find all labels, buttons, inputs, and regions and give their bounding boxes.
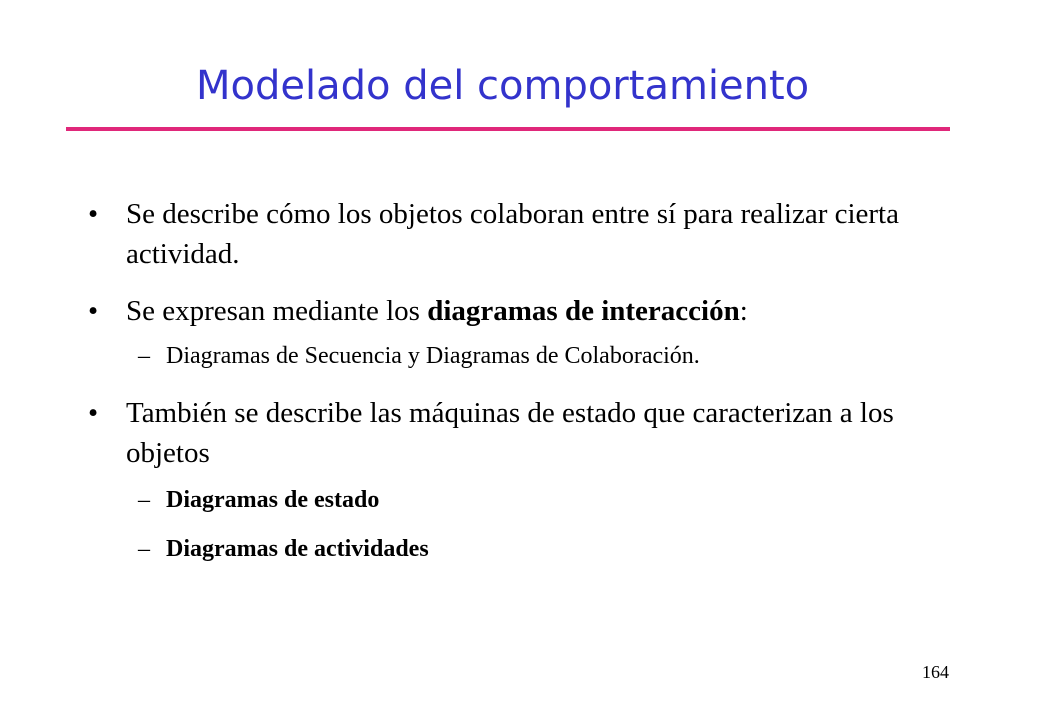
title-underline [66, 127, 950, 131]
bullet-2-text [126, 291, 926, 331]
bullet-2-suffix: : [739, 295, 748, 327]
sub-item-marker: – [138, 536, 150, 562]
slide-title: Modelado del comportamiento [196, 63, 810, 109]
bullet-marker: • [88, 397, 99, 429]
bullet-1-text: Se describe cómo los objetos colaboran entre sí para realizar cierta actividad. [126, 198, 899, 270]
bullet-marker: • [88, 198, 99, 230]
bullet-2-prefix: Se expresan mediante los [126, 295, 428, 327]
bullet-3-sub-1: Diagramas de estado [166, 487, 380, 513]
bullet-2-bold-term: diagramas de interacción [427, 295, 740, 327]
page-number: 164 [922, 662, 949, 682]
sub-item-marker: – [138, 343, 150, 369]
bullet-marker: • [88, 295, 99, 327]
sub-item-marker: – [138, 487, 150, 513]
bullet-3-text: También se describe las máquinas de estado que caracterizan a los objetos [126, 397, 894, 469]
bullet-3-sub-2: Diagramas de actividades [166, 536, 429, 562]
bullet-2-sub-1: Diagramas de Secuencia y Diagramas de Colaboración. [166, 343, 700, 369]
